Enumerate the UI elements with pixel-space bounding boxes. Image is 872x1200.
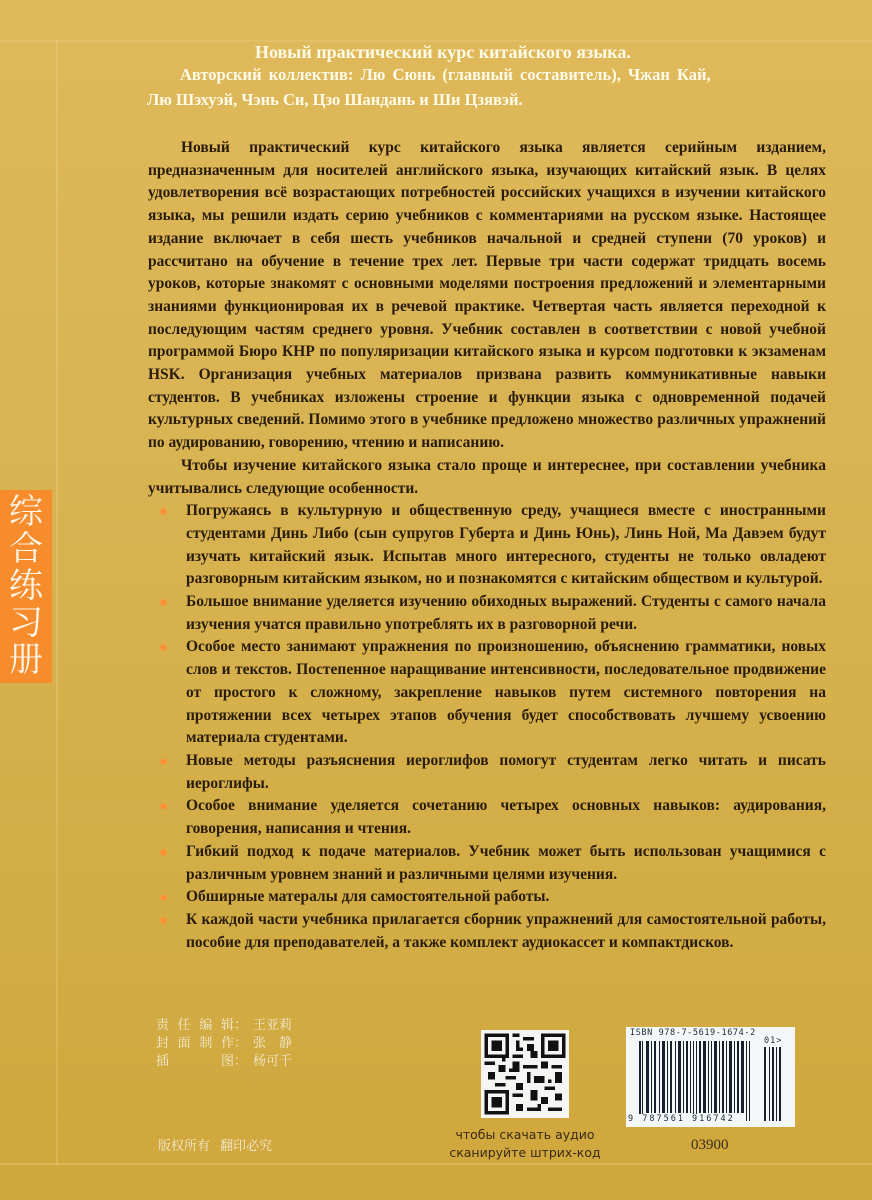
workbook-side-tab bbox=[0, 490, 52, 683]
feature-item: Погружаясь в культурную и общественную среду, учащиеся вместе с иностранными студентами Динь Либо (сын супругов Губерта и Динь Юнь), Линь Ной, Ма Давэем будут изучать китайский язык. Испытав много интересного, студенты не только овладеют разговорным китайским языком, но и познакомятся с китайским обществом и культурой. bbox=[148, 500, 826, 591]
bullet-dot-icon bbox=[160, 803, 167, 810]
credit-row: 插 图 ： 杨可千 bbox=[156, 1054, 293, 1069]
bullet-dot-icon bbox=[160, 894, 167, 901]
isbn-text: ISBN 978-7-5619-1674-2 bbox=[630, 1028, 756, 1038]
isbn-barcode-icon bbox=[626, 1027, 795, 1127]
authors-line-2: Лю Шэхуэй, Чэнь Си, Цзо Шандань и Ши Цзявэй. bbox=[147, 90, 523, 109]
authors-line-1: Авторский коллектив: Лю Сюнь (главный составитель), Чжан Кай, bbox=[180, 65, 711, 84]
side-tab-char: 合 bbox=[9, 529, 43, 569]
feature-item: Гибкий подход к подаче материалов. Учебник может быть использован учащимися с различным уровнем знаний и различными целями изучения. bbox=[148, 841, 826, 886]
barcode-digits: 9 787561 916742 bbox=[628, 1114, 735, 1124]
intro-paragraph: Новый практический курс китайского языка является серийным изданием, предназначенным для носителей английского языка, изучающих китайский язык. В целях удовлетворения всё возрастающих потребностей российских учащихся в изучении китайского языка, мы решили издать серию учебников с комментариями на русском языке. Настоящее издание включает в себя шесть учебников начальной и средней ступени (70 уроков) и рассчитано на обучение в течение трех лет. Первые три части содержат тридцать восемь уроков, которые знакомят с основными моделями построения предложений и элементарными знаниями функционировая их в речевой практике. Четвертая часть является переходной к последующим частям среднего уровня. Учебник составлен в соответствии с новой учебной программой Бюро КНР по популяризации китайского языка и курсом подготовки к экзаменам HSK. Организация учебных материалов призвана развить коммуникативные навыки студентов. В учебниках изложены строение и функции языка с одновременной подачей культурных сведений. Помимо этого в учебнике предложено множество различных упражнений по аудированию, говорению, чтению и написанию. bbox=[148, 139, 826, 452]
credit-name: 杨可千 bbox=[253, 1054, 293, 1069]
credit-name: 王亚莉 bbox=[253, 1018, 293, 1033]
editorial-credits bbox=[156, 1017, 292, 1071]
bullet-dot-icon bbox=[160, 758, 167, 765]
credit-row: 责 任 编 辑 ： 王亚莉 bbox=[156, 1018, 293, 1033]
side-tab-char: 综 bbox=[9, 492, 43, 532]
copyright-notice: 版权所有 翻印必究 bbox=[158, 1139, 273, 1154]
qr-caption: чтобы скачать аудио сканируйте штрих-код bbox=[449, 1127, 601, 1160]
credit-row: 封 面 制 作 ： 张 静 bbox=[156, 1036, 293, 1051]
features-intro-paragraph: Чтобы изучение китайского языка стало проще и интереснее, при составлении учебника учитывались следующие особенности. bbox=[148, 456, 826, 497]
bullet-dot-icon bbox=[160, 917, 167, 924]
barcode-addon: 01> bbox=[764, 1036, 783, 1046]
bullet-dot-icon bbox=[160, 644, 167, 651]
trim-line-left bbox=[56, 40, 58, 1165]
trim-line-bottom bbox=[0, 1163, 872, 1165]
qr-code-icon[interactable] bbox=[481, 1030, 569, 1118]
bullet-dot-icon bbox=[160, 508, 167, 515]
credit-role: 封 面 制 作 bbox=[156, 1036, 234, 1051]
feature-item: К каждой части учебника прилагается сборник упражнений для самостоятельной работы, пособие для преподавателей, а также комплект аудиокассет и компактдисков. bbox=[148, 909, 826, 954]
bullet-dot-icon bbox=[160, 849, 167, 856]
side-tab-char: 册 bbox=[9, 640, 43, 680]
price-code: 03900 bbox=[691, 1137, 729, 1153]
feature-item: Особое внимание уделяется сочетанию четырех основных навыков: аудирования, говорения, написания и чтения. bbox=[148, 795, 826, 840]
feature-item: Большое внимание уделяется изучению обиходных выражений. Студенты с самого начала изучения учатся правильно употреблять их в разговорной речи. bbox=[148, 591, 826, 636]
feature-item: Обширные матерaлы для самостоятельной работы. bbox=[148, 886, 826, 909]
credit-role: 插 图 bbox=[156, 1054, 234, 1069]
credit-name: 张 静 bbox=[253, 1036, 293, 1051]
feature-item: Новые методы разъяснения иероглифов помогут студентам легко читать и писать иероглифы. bbox=[148, 750, 826, 795]
side-tab-char: 习 bbox=[9, 603, 43, 643]
bullet-dot-icon bbox=[160, 599, 167, 606]
book-title: Новый практический курс китайского языка. bbox=[255, 42, 631, 62]
description-body bbox=[148, 137, 826, 954]
credit-role: 责 任 编 辑 bbox=[156, 1018, 234, 1033]
features-list bbox=[148, 500, 826, 954]
side-tab-char: 练 bbox=[9, 566, 43, 606]
feature-item: Особое место занимают упражнения по произношению, объяснению грамматики, новых слов и текстов. Постепенное наращивание интенсивности, последовательное продвижение от простого к сложному, закрепление навыков путем системного повторения на протяжении всех четырех этапов обучения будет способствовать лучшему усвоению материала студентами. bbox=[148, 636, 826, 750]
